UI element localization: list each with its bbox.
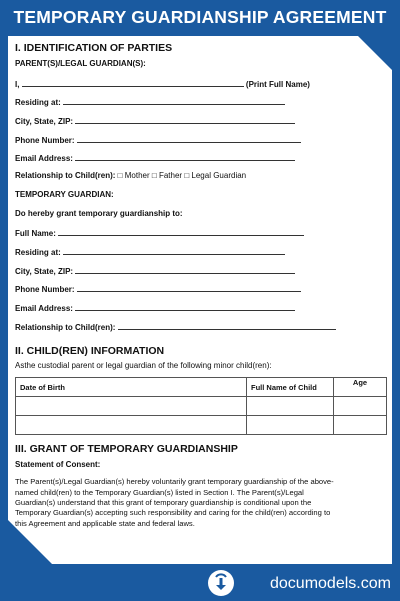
full-name-label: Full Name: xyxy=(15,229,56,239)
guardian-email-row xyxy=(15,302,387,321)
column-header-age: Age xyxy=(334,378,387,397)
section-heading: III. GRANT OF TEMPORARY GUARDIANSHIP xyxy=(15,443,238,456)
table-cell[interactable] xyxy=(247,397,334,416)
checkbox-icon[interactable]: □ xyxy=(151,171,157,181)
parent-email-row xyxy=(15,152,387,171)
paragraph-line: this Agreement and applicable state and federal laws. xyxy=(15,518,195,528)
table-cell[interactable] xyxy=(16,397,247,416)
temp-guardian-label: TEMPORARY GUARDIAN: xyxy=(15,189,114,199)
guardian-relationship-row xyxy=(15,321,387,340)
paragraph-line: Temporary Guardian(s) accepting such responsibility and caring for the child(ren) according to xyxy=(15,508,331,518)
guardian-email-field[interactable] xyxy=(75,302,295,311)
print-full-name-label: (Print Full Name) xyxy=(245,79,310,89)
parents-label: PARENT(S)/LEGAL GUARDIAN(S): xyxy=(15,59,146,68)
column-header-dob: Date of Birth xyxy=(16,378,247,397)
brand-logo[interactable]: documodels.com xyxy=(270,575,391,592)
parent-phone-row xyxy=(15,134,387,153)
parent-email-field[interactable] xyxy=(75,152,295,161)
guardian-address-field[interactable] xyxy=(63,246,285,255)
paragraph-line: named child(ren) to the Temporary Guardian(s) listed in Section I. The Parent(s)/Legal xyxy=(15,487,304,497)
guardian-phone-row xyxy=(15,283,387,302)
paragraph-line: Guardian(s) understand that this grant of temporary guardianship is conditional upon the xyxy=(15,497,312,507)
parent-city-field[interactable] xyxy=(75,115,295,124)
residing-at-label: Residing at: xyxy=(15,98,61,108)
parent-name-row xyxy=(15,78,387,97)
option-mother: Mother xyxy=(124,171,150,181)
parent-name-field[interactable] xyxy=(22,78,244,87)
parent-residing-row xyxy=(15,96,387,115)
column-header-name: Full Name of Child xyxy=(247,378,334,397)
paragraph-line: The Parent(s)/Legal Guardian(s) hereby voluntarily grant temporary guardianship of the above- xyxy=(15,477,334,487)
parent-phone-field[interactable] xyxy=(77,134,301,143)
guardian-phone-field[interactable] xyxy=(77,283,301,292)
city-state-zip-label: City, State, ZIP: xyxy=(15,117,74,127)
email-label: Email Address: xyxy=(15,154,73,164)
guardian-name-field[interactable] xyxy=(58,227,304,236)
table-row xyxy=(16,397,387,416)
option-father: Father xyxy=(158,171,183,181)
residing-at-label: Residing at: xyxy=(15,247,61,257)
email-label: Email Address: xyxy=(15,303,73,313)
table-cell[interactable] xyxy=(334,397,387,416)
phone-label: Phone Number: xyxy=(15,135,75,145)
relationship-label: Relationship to Child(ren): xyxy=(15,322,116,332)
guardian-name-row xyxy=(15,227,387,246)
phone-label: Phone Number: xyxy=(15,285,75,295)
table-row xyxy=(16,416,387,435)
relationship-label: Relationship to Child(ren): xyxy=(15,171,116,181)
option-legal-guardian: Legal Guardian xyxy=(191,171,247,181)
table-header-row xyxy=(16,378,387,397)
document-title: TEMPORARY GUARDIANSHIP AGREEMENT xyxy=(0,0,400,34)
guardian-residing-row xyxy=(15,246,387,265)
consent-paragraph xyxy=(15,477,387,528)
grant-text: Do hereby grant temporary guardianship to: xyxy=(15,208,183,218)
table-cell[interactable] xyxy=(247,416,334,435)
city-state-zip-label: City, State, ZIP: xyxy=(15,266,74,276)
parent-address-field[interactable] xyxy=(63,96,285,105)
checkbox-icon[interactable]: □ xyxy=(117,171,123,181)
section-heading: I. IDENTIFICATION OF PARTIES xyxy=(15,42,173,54)
document-content xyxy=(15,42,387,529)
name-prefix: I, xyxy=(15,79,20,89)
section-heading: II. CHILD(REN) INFORMATION xyxy=(15,345,165,358)
table-cell[interactable] xyxy=(16,416,247,435)
statement-label: Statement of Consent: xyxy=(15,460,101,470)
guardian-city-row xyxy=(15,265,387,284)
guardian-city-field[interactable] xyxy=(75,265,295,274)
guardian-relationship-field[interactable] xyxy=(118,321,336,330)
parent-city-row xyxy=(15,115,387,134)
checkbox-icon[interactable]: □ xyxy=(184,171,190,181)
download-icon[interactable] xyxy=(208,570,234,596)
table-cell[interactable] xyxy=(334,416,387,435)
document-page xyxy=(8,36,392,564)
children-table xyxy=(15,377,387,435)
child-intro: Asthe custodial parent or legal guardian of the following minor child(ren): xyxy=(15,361,272,371)
relationship-row xyxy=(15,171,387,190)
